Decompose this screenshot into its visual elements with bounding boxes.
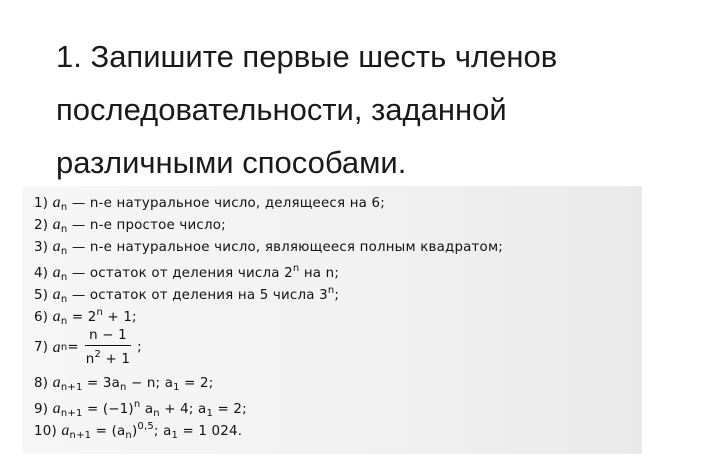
fraction-denominator: $n^2 + 1$ [85,349,131,367]
sequence-definitions-list [34,192,642,441]
list-item: 3) $a_n$ — n-е натуральное число, являющееся полным квадратом; [34,238,503,257]
scanned-textbook-excerpt [22,186,642,454]
task-title [56,30,676,189]
title-line-3: различными способами. [56,145,407,180]
list-item: 8) $a_{n+1} = 3a_n - n$; $a_1 = 2$; [34,374,214,393]
list-item: 4) $a_n$ — остаток от деления числа 2$^n$ на n; [34,263,340,283]
title-line-1: 1. Запишите первые шесть членов [56,39,558,74]
list-item: 6) $a_n = 2^n + 1$; [34,307,137,327]
title-line-2: последовательности, заданной [56,92,507,127]
fraction [82,327,134,369]
list-item: 1) $a_n$ — n-е натуральное число, делящееся на 6; [34,194,385,213]
fraction-numerator: n − 1 [85,327,131,346]
list-item: 5) $a_n$ — остаток от деления на 5 числа 3$^n$; [34,285,340,305]
list-item: 7) a n = $\frac{n - 1}{n^2 + 1}$ ; [34,328,142,367]
list-item: 10) $a_{n+1} = (a_n)^{0,5}$; $a_1 = 1$ 024. [34,421,243,441]
list-item: 2) $a_n$ — n-е простое число; [34,216,226,235]
list-item: 9) $a_{n+1} = (-1)^n$ $a_n + 4$; $a_1 = 2$; [34,399,247,419]
